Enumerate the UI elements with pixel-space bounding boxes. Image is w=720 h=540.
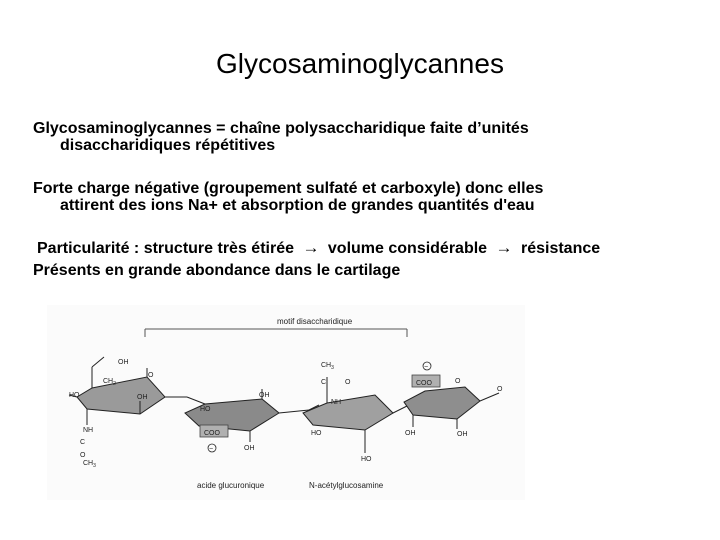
atom-o-ring-1: O <box>148 372 154 379</box>
atom-c-3: C <box>321 379 327 386</box>
caption-acide-glucuronique: acide glucuronique <box>197 481 265 490</box>
minus-sign-2: − <box>424 364 429 371</box>
atom-ch2-1: $CH_2$ <box>103 378 116 387</box>
resistance-text: résistance <box>520 240 601 257</box>
atom-oh-4b: OH <box>457 431 468 438</box>
sugar-ring-3 <box>303 377 407 453</box>
bullet-definition <box>33 120 693 154</box>
caption-n-acetylglucosamine: N-acétylglucosamine <box>309 481 384 490</box>
bullet-definition-line1: Glycosaminoglycannes = chaîne polysaccharidique faite d’unités <box>33 120 529 137</box>
atom-o-1: O <box>80 452 86 459</box>
atom-nh-1: NH <box>83 427 94 434</box>
atom-ho-2: HO <box>200 406 211 413</box>
volume-text: volume considérable <box>327 240 488 257</box>
atom-ho-3: HO <box>311 430 322 437</box>
slide-title: Glycosaminoglycannes <box>216 48 504 79</box>
gag-structure-figure <box>47 305 525 500</box>
minus-sign-1: − <box>209 446 214 453</box>
atom-oh-1: OH <box>118 359 129 366</box>
atom-oh-2b: OH <box>244 445 255 452</box>
atom-ho-3b: HO <box>361 456 372 463</box>
disaccharide-diagram <box>47 305 525 500</box>
motif-label: motif disaccharidique <box>277 317 353 326</box>
atom-ch3-3: $CH_3$ <box>321 362 334 371</box>
particularite-line <box>37 239 697 257</box>
atom-oh-2: OH <box>259 392 270 399</box>
carboxylate-label-1: COO <box>204 430 220 437</box>
bullet-definition-line2: disaccharidiques répétitives <box>60 137 276 154</box>
atom-ch3-1: $CH_3$ <box>83 460 96 469</box>
bullet-charge-line1: Forte charge négative (groupement sulfaté et carboxyle) donc elles <box>33 180 544 197</box>
atom-oh-4: OH <box>405 430 416 437</box>
atom-c-1: C <box>80 439 86 446</box>
carboxylate-label-2: COO <box>416 380 432 387</box>
bullet-charge <box>33 180 693 214</box>
bullet-charge-line2: attirent des ions Na+ et absorption de grandes quantités d'eau <box>60 197 535 214</box>
sugar-ring-1 <box>69 357 205 425</box>
atom-o-3: O <box>345 379 351 386</box>
right-arrow-icon: → <box>302 238 320 257</box>
presents-line: Présents en grande abondance dans le cartilage <box>33 262 401 279</box>
atom-ho-1: HO <box>69 392 80 399</box>
atom-oh-1b: OH <box>137 394 148 401</box>
atom-nh-3: NH <box>331 399 342 406</box>
right-arrow-icon: → <box>495 238 513 257</box>
particularite-text: Particularité : structure très étirée <box>37 240 294 257</box>
motif-bracket <box>145 329 407 337</box>
atom-o-4: O <box>497 386 503 393</box>
atom-o-ring-4: O <box>455 378 461 385</box>
